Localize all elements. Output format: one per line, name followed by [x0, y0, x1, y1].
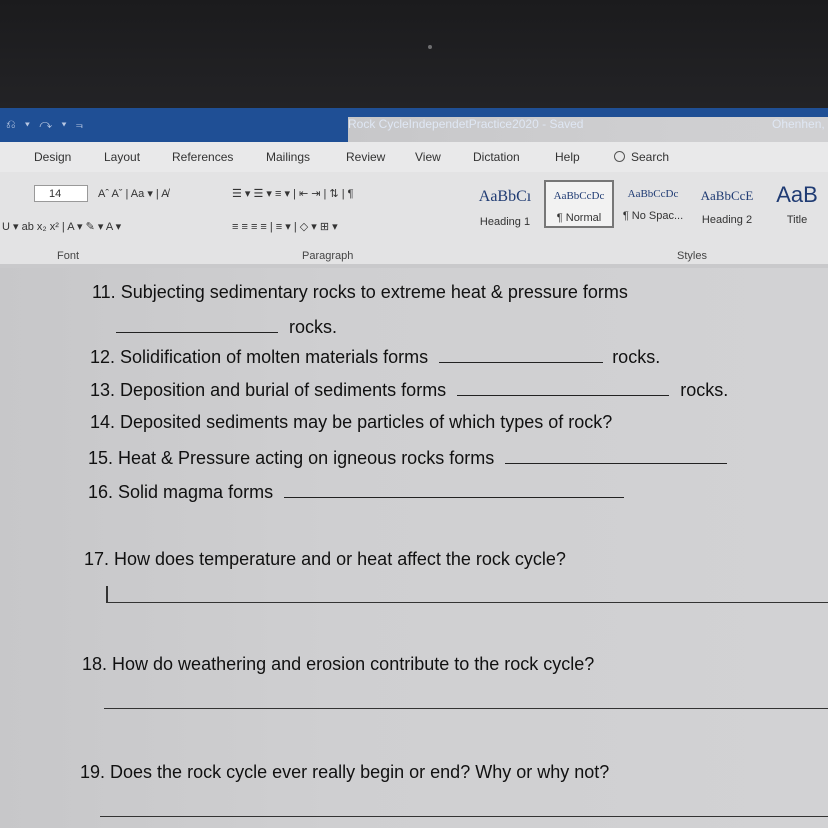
style-sample: AaBbCcE: [700, 188, 754, 203]
search-icon: [614, 151, 625, 162]
style-sample: AaBbCcDc: [627, 188, 679, 200]
tab-design[interactable]: Design: [34, 150, 72, 164]
answer-blank[interactable]: [284, 481, 624, 498]
tab-references[interactable]: References: [172, 150, 234, 164]
document-page[interactable]: [0, 268, 828, 828]
question-12[interactable]: [90, 346, 660, 368]
tab-help[interactable]: Help: [555, 150, 580, 164]
tab-mailings[interactable]: Mailings: [266, 150, 311, 164]
question-15-text: 15. Heat & Pressure acting on igneous rocks forms: [88, 448, 495, 468]
account-name[interactable]: Ohenhen,: [772, 117, 825, 131]
styles-group-label: Styles: [677, 250, 707, 262]
title-bar: [0, 108, 828, 142]
document-title: Rock CycleIndependetPractice2020 - Saved: [348, 117, 828, 677]
style-sample: AaBbCcDc: [553, 190, 605, 202]
question-16-text: 16. Solid magma forms: [88, 482, 274, 502]
question-17: 17. How does temperature and or heat affect the rock cycle?: [84, 549, 566, 569]
search-box[interactable]: [614, 150, 669, 164]
question-16[interactable]: [88, 481, 624, 503]
paragraph-group-label: Paragraph: [302, 250, 354, 262]
text-cursor: [106, 586, 108, 602]
style-name: Title: [786, 214, 808, 226]
question-12-text: 12. Solidification of molten materials forms: [90, 347, 429, 367]
question-15[interactable]: [88, 447, 727, 469]
style-sample: AaBbCı: [478, 188, 532, 205]
style-name: ¶ No Spac...: [622, 210, 684, 222]
ribbon-tabs: [0, 142, 828, 172]
monitor-bezel: [0, 0, 828, 108]
font-size-select[interactable]: 14: [34, 185, 88, 202]
answer-blank[interactable]: [505, 447, 727, 464]
tab-dictation[interactable]: Dictation: [473, 150, 520, 164]
font-grow-shrink-buttons[interactable]: Aˆ Aˇ | Aa ▾ | A̸: [98, 188, 169, 200]
question-11-suffix: rocks.: [289, 317, 338, 337]
style-name: Heading 2: [701, 214, 753, 226]
answer-blank[interactable]: [439, 346, 603, 363]
question-14: 14. Deposited sediments may be particles of which types of rock?: [90, 412, 613, 432]
question-12-suffix: rocks.: [612, 347, 661, 367]
question-13[interactable]: [90, 379, 728, 401]
style-name: Heading 1: [479, 216, 531, 228]
style-heading-2[interactable]: [692, 180, 762, 228]
question-17-answer-line[interactable]: [106, 602, 828, 603]
search-label: Search: [631, 150, 670, 164]
style-name: ¶ Normal: [556, 212, 602, 224]
quick-access-toolbar[interactable]: ⎌ ▾ ↷ ▾ ⫬: [6, 117, 86, 131]
question-19: 19. Does the rock cycle ever really begin or end? Why or why not?: [80, 762, 610, 782]
paragraph-align-buttons[interactable]: ≡ ≡ ≡ ≡ | ≡ ▾ | ◇ ▾ ⊞ ▾: [232, 221, 338, 233]
style-normal[interactable]: [544, 180, 614, 228]
question-11: 11. Subjecting sedimentary rocks to extreme heat & pressure forms: [92, 282, 628, 302]
question-19-answer-line[interactable]: [100, 816, 828, 817]
question-11-answer-line[interactable]: [116, 316, 337, 338]
tab-layout[interactable]: Layout: [104, 150, 141, 164]
webcam-dot: [428, 45, 432, 49]
question-13-text: 13. Deposition and burial of sediments forms: [90, 380, 447, 400]
style-no-spacing[interactable]: [618, 180, 688, 228]
font-format-buttons[interactable]: U ▾ ab x₂ x² | A ▾ ✎ ▾ A ▾: [2, 221, 122, 233]
home-ribbon: [0, 172, 828, 268]
style-heading-1[interactable]: [470, 180, 540, 228]
tab-view[interactable]: View: [415, 150, 441, 164]
style-title[interactable]: [766, 180, 828, 228]
question-18-answer-line[interactable]: [104, 708, 828, 709]
font-group-label: Font: [57, 250, 80, 262]
question-13-suffix: rocks.: [680, 380, 729, 400]
answer-blank[interactable]: [116, 316, 278, 333]
answer-blank[interactable]: [457, 379, 669, 396]
tab-review[interactable]: Review: [346, 150, 386, 164]
paragraph-list-buttons[interactable]: ☰ ▾ ☰ ▾ ≡ ▾ | ⇤ ⇥ | ⇅ | ¶: [232, 188, 354, 200]
style-sample: AaB: [776, 182, 818, 207]
question-18: 18. How do weathering and erosion contribute to the rock cycle?: [82, 654, 595, 674]
